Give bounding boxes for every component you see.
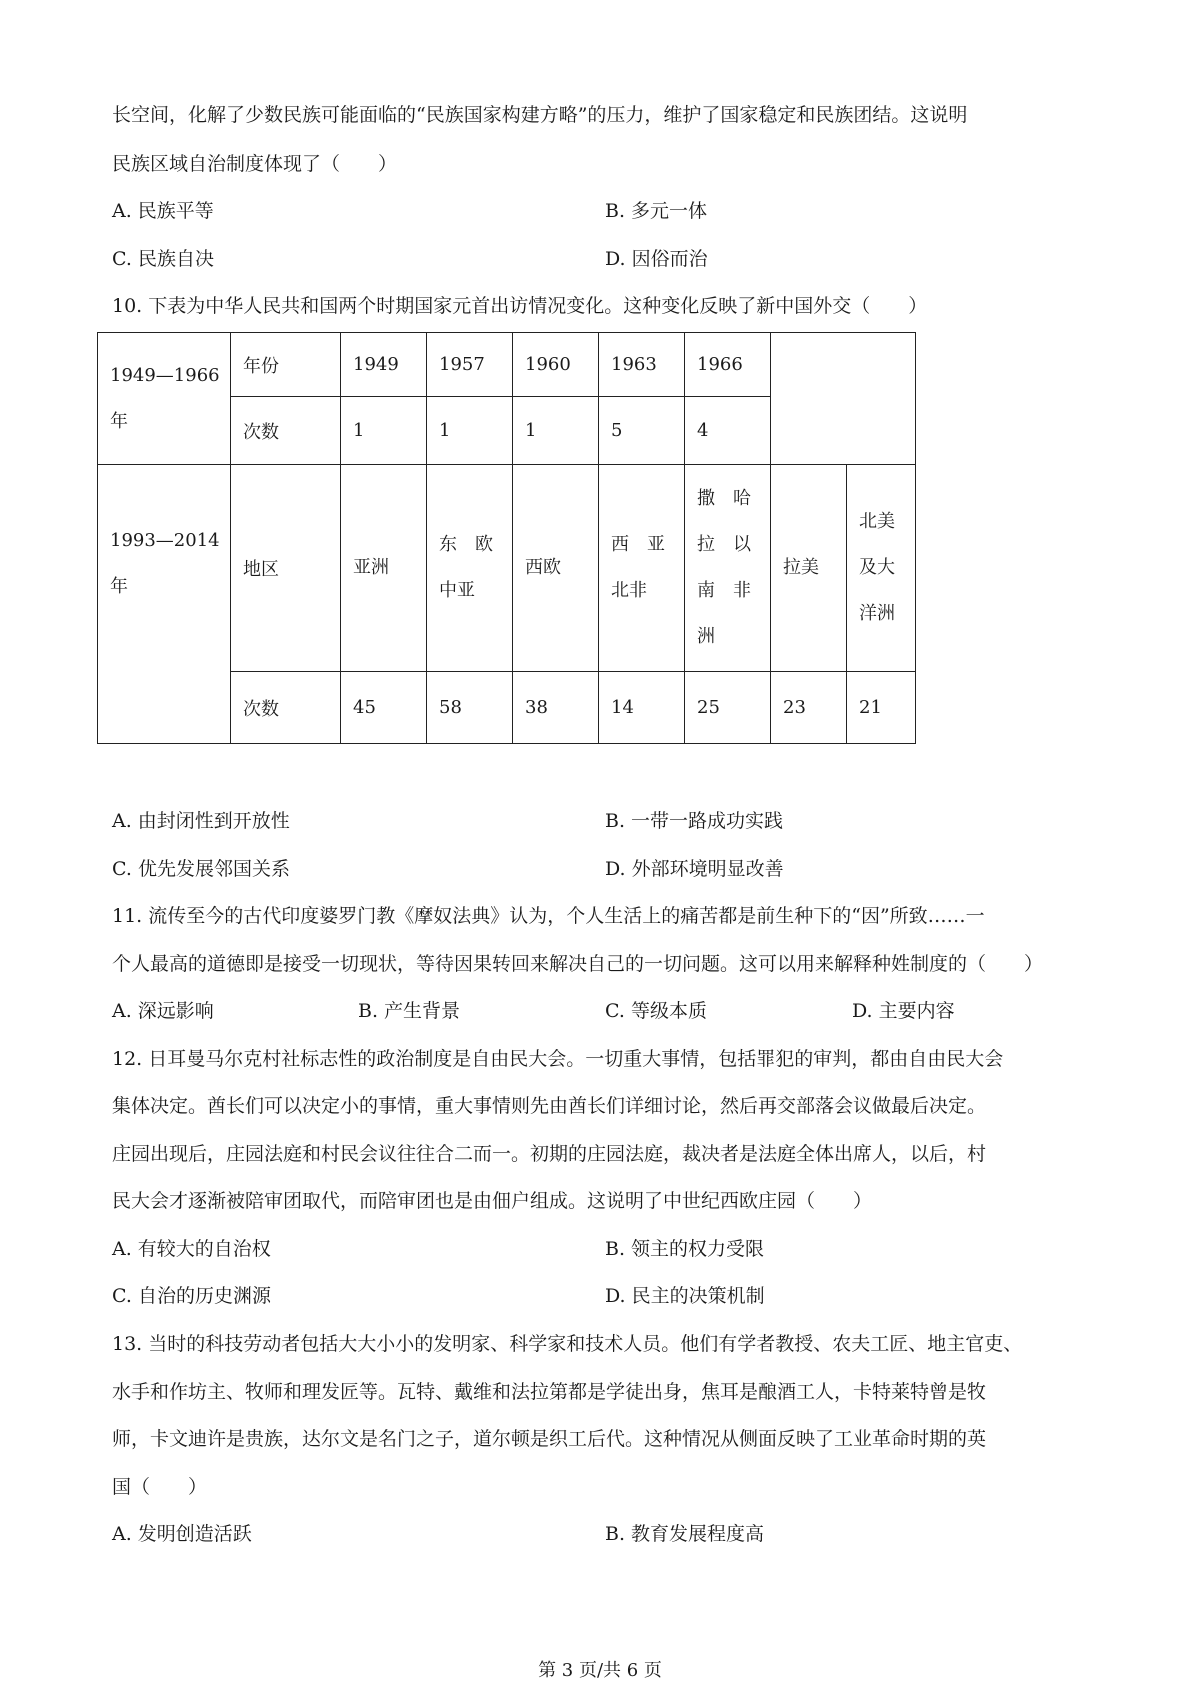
region-line: 拉 以 <box>697 534 751 555</box>
region-line: 东 欧 <box>439 534 493 555</box>
region-cell <box>771 465 847 672</box>
q10-option-a: A. 由封闭性到开放性 <box>112 810 290 832</box>
count-cell: 25 <box>685 672 771 744</box>
q12-stem-line-2: 集体决定。酋长们可以决定小的事情，重大事情则先由酋长们详细讨论，然后再交部落会议做最后决定。 <box>112 1095 987 1117</box>
period-2-label <box>98 465 231 744</box>
q13-stem-line-1: 13. 当时的科技劳动者包括大大小小的发明家、科学家和技术人员。他们有学者教授、农夫工匠、地主官吏、 <box>112 1333 1023 1355</box>
q12-stem-line-3: 庄园出现后，庄园法庭和村民会议往往合二而一。初期的庄园法庭，裁决者是法庭全体出席人，以后，村 <box>112 1143 987 1165</box>
region-cell <box>427 465 513 672</box>
year-cell: 1963 <box>599 333 685 397</box>
period-1-years: 1949—1966 <box>110 364 220 386</box>
region-cell <box>341 465 427 672</box>
period-2-years: 1993—2014 <box>110 530 220 551</box>
q9-option-b: B. 多元一体 <box>605 200 708 222</box>
count-cell: 38 <box>513 672 599 744</box>
region-line: 及大 <box>859 557 895 578</box>
q12-stem-line-1: 12. 日耳曼马尔克村社标志性的政治制度是自由民大会。一切重大事情，包括罪犯的审判，都由自由民大会 <box>112 1048 1004 1070</box>
count-cell: 58 <box>427 672 513 744</box>
q10-option-b: B. 一带一路成功实践 <box>605 810 784 832</box>
q13-stem-line-2: 水手和作坊主、牧师和理发匠等。瓦特、戴维和法拉第都是学徒出身，焦耳是酿酒工人，卡特莱特曾是牧 <box>112 1381 987 1403</box>
count-cell: 1 <box>513 397 599 465</box>
q12-option-c: C. 自治的历史渊源 <box>112 1285 271 1307</box>
count-cell: 1 <box>427 397 513 465</box>
q13-stem-line-3: 师，卡文迪许是贵族，达尔文是名门之子，道尔顿是织工后代。这种情况从侧面反映了工业革命时期的英 <box>112 1428 987 1450</box>
q12-option-a: A. 有较大的自治权 <box>112 1238 271 1260</box>
q13-option-a: A. 发明创造活跃 <box>112 1523 252 1545</box>
region-line: 北非 <box>611 580 647 601</box>
q9-stem-line-1: 长空间，化解了少数民族可能面临的“民族国家构建方略”的压力，维护了国家稳定和民族团结。这说明 <box>112 104 968 126</box>
region-line: 北美 <box>859 511 895 532</box>
count-cell: 21 <box>847 672 916 744</box>
q9-option-c: C. 民族自决 <box>112 248 214 270</box>
count-cell: 14 <box>599 672 685 744</box>
empty-cell <box>771 333 916 465</box>
q10-stem: 10. 下表为中华人民共和国两个时期国家元首出访情况变化。这种变化反映了新中国外交（ ） <box>112 295 928 317</box>
year-cell: 1966 <box>685 333 771 397</box>
region-line: 拉美 <box>783 557 819 578</box>
q12-option-b: B. 领主的权力受限 <box>605 1238 765 1260</box>
q13-option-b: B. 教育发展程度高 <box>605 1523 765 1545</box>
page-number: 第 3 页/共 6 页 <box>538 1660 662 1681</box>
head-of-state-visits-table <box>97 332 916 744</box>
region-line: 西 亚 <box>611 534 665 555</box>
q11-stem-line-2: 个人最高的道德即是接受一切现状，等待因果转回来解决自己的一切问题。这可以用来解释种姓制度的（ ） <box>112 953 1044 975</box>
q11-stem-line-1: 11. 流传至今的古代印度婆罗门教《摩奴法典》认为，个人生活上的痛苦都是前生种下的“因”所致……一 <box>112 905 985 927</box>
row-label-count: 次数 <box>231 672 341 744</box>
q11-option-a: A. 深远影响 <box>112 1000 214 1022</box>
q9-stem-line-2: 民族区域自治制度体现了（ ） <box>112 153 398 175</box>
period-1-label <box>98 333 231 465</box>
row-label-year: 年份 <box>231 333 341 397</box>
region-cell <box>599 465 685 672</box>
region-cell <box>847 465 916 672</box>
row-label-region: 地区 <box>231 465 341 672</box>
table-row-years <box>98 333 916 397</box>
region-line: 撒 哈 <box>697 488 751 509</box>
q11-option-d: D. 主要内容 <box>852 1000 955 1022</box>
region-line: 南 非 <box>697 580 751 601</box>
count-cell: 1 <box>341 397 427 465</box>
region-line: 中亚 <box>439 580 475 601</box>
region-cell <box>513 465 599 672</box>
q9-option-a: A. 民族平等 <box>112 200 214 222</box>
table-row-regions <box>98 465 916 672</box>
year-cell: 1957 <box>427 333 513 397</box>
row-label-count: 次数 <box>231 397 341 465</box>
q11-option-c: C. 等级本质 <box>605 1000 707 1022</box>
q12-option-d: D. 民主的决策机制 <box>605 1285 765 1307</box>
q13-stem-line-4: 国（ ） <box>112 1476 208 1498</box>
period-2-suffix: 年 <box>110 576 128 597</box>
region-line: 洲 <box>697 626 715 647</box>
region-line: 西欧 <box>525 557 561 578</box>
count-cell: 23 <box>771 672 847 744</box>
count-cell: 5 <box>599 397 685 465</box>
region-line: 亚洲 <box>353 557 389 578</box>
q9-option-d: D. 因俗而治 <box>605 248 708 270</box>
region-line: 洋洲 <box>859 603 895 624</box>
q10-option-d: D. 外部环境明显改善 <box>605 858 784 880</box>
year-cell: 1949 <box>341 333 427 397</box>
region-cell <box>685 465 771 672</box>
q10-option-c: C. 优先发展邻国关系 <box>112 858 290 880</box>
count-cell: 45 <box>341 672 427 744</box>
count-cell: 4 <box>685 397 771 465</box>
q11-option-b: B. 产生背景 <box>358 1000 461 1022</box>
year-cell: 1960 <box>513 333 599 397</box>
q12-stem-line-4: 民大会才逐渐被陪审团取代，而陪审团也是由佃户组成。这说明了中世纪西欧庄园（ ） <box>112 1190 873 1212</box>
period-1-suffix: 年 <box>110 410 128 432</box>
